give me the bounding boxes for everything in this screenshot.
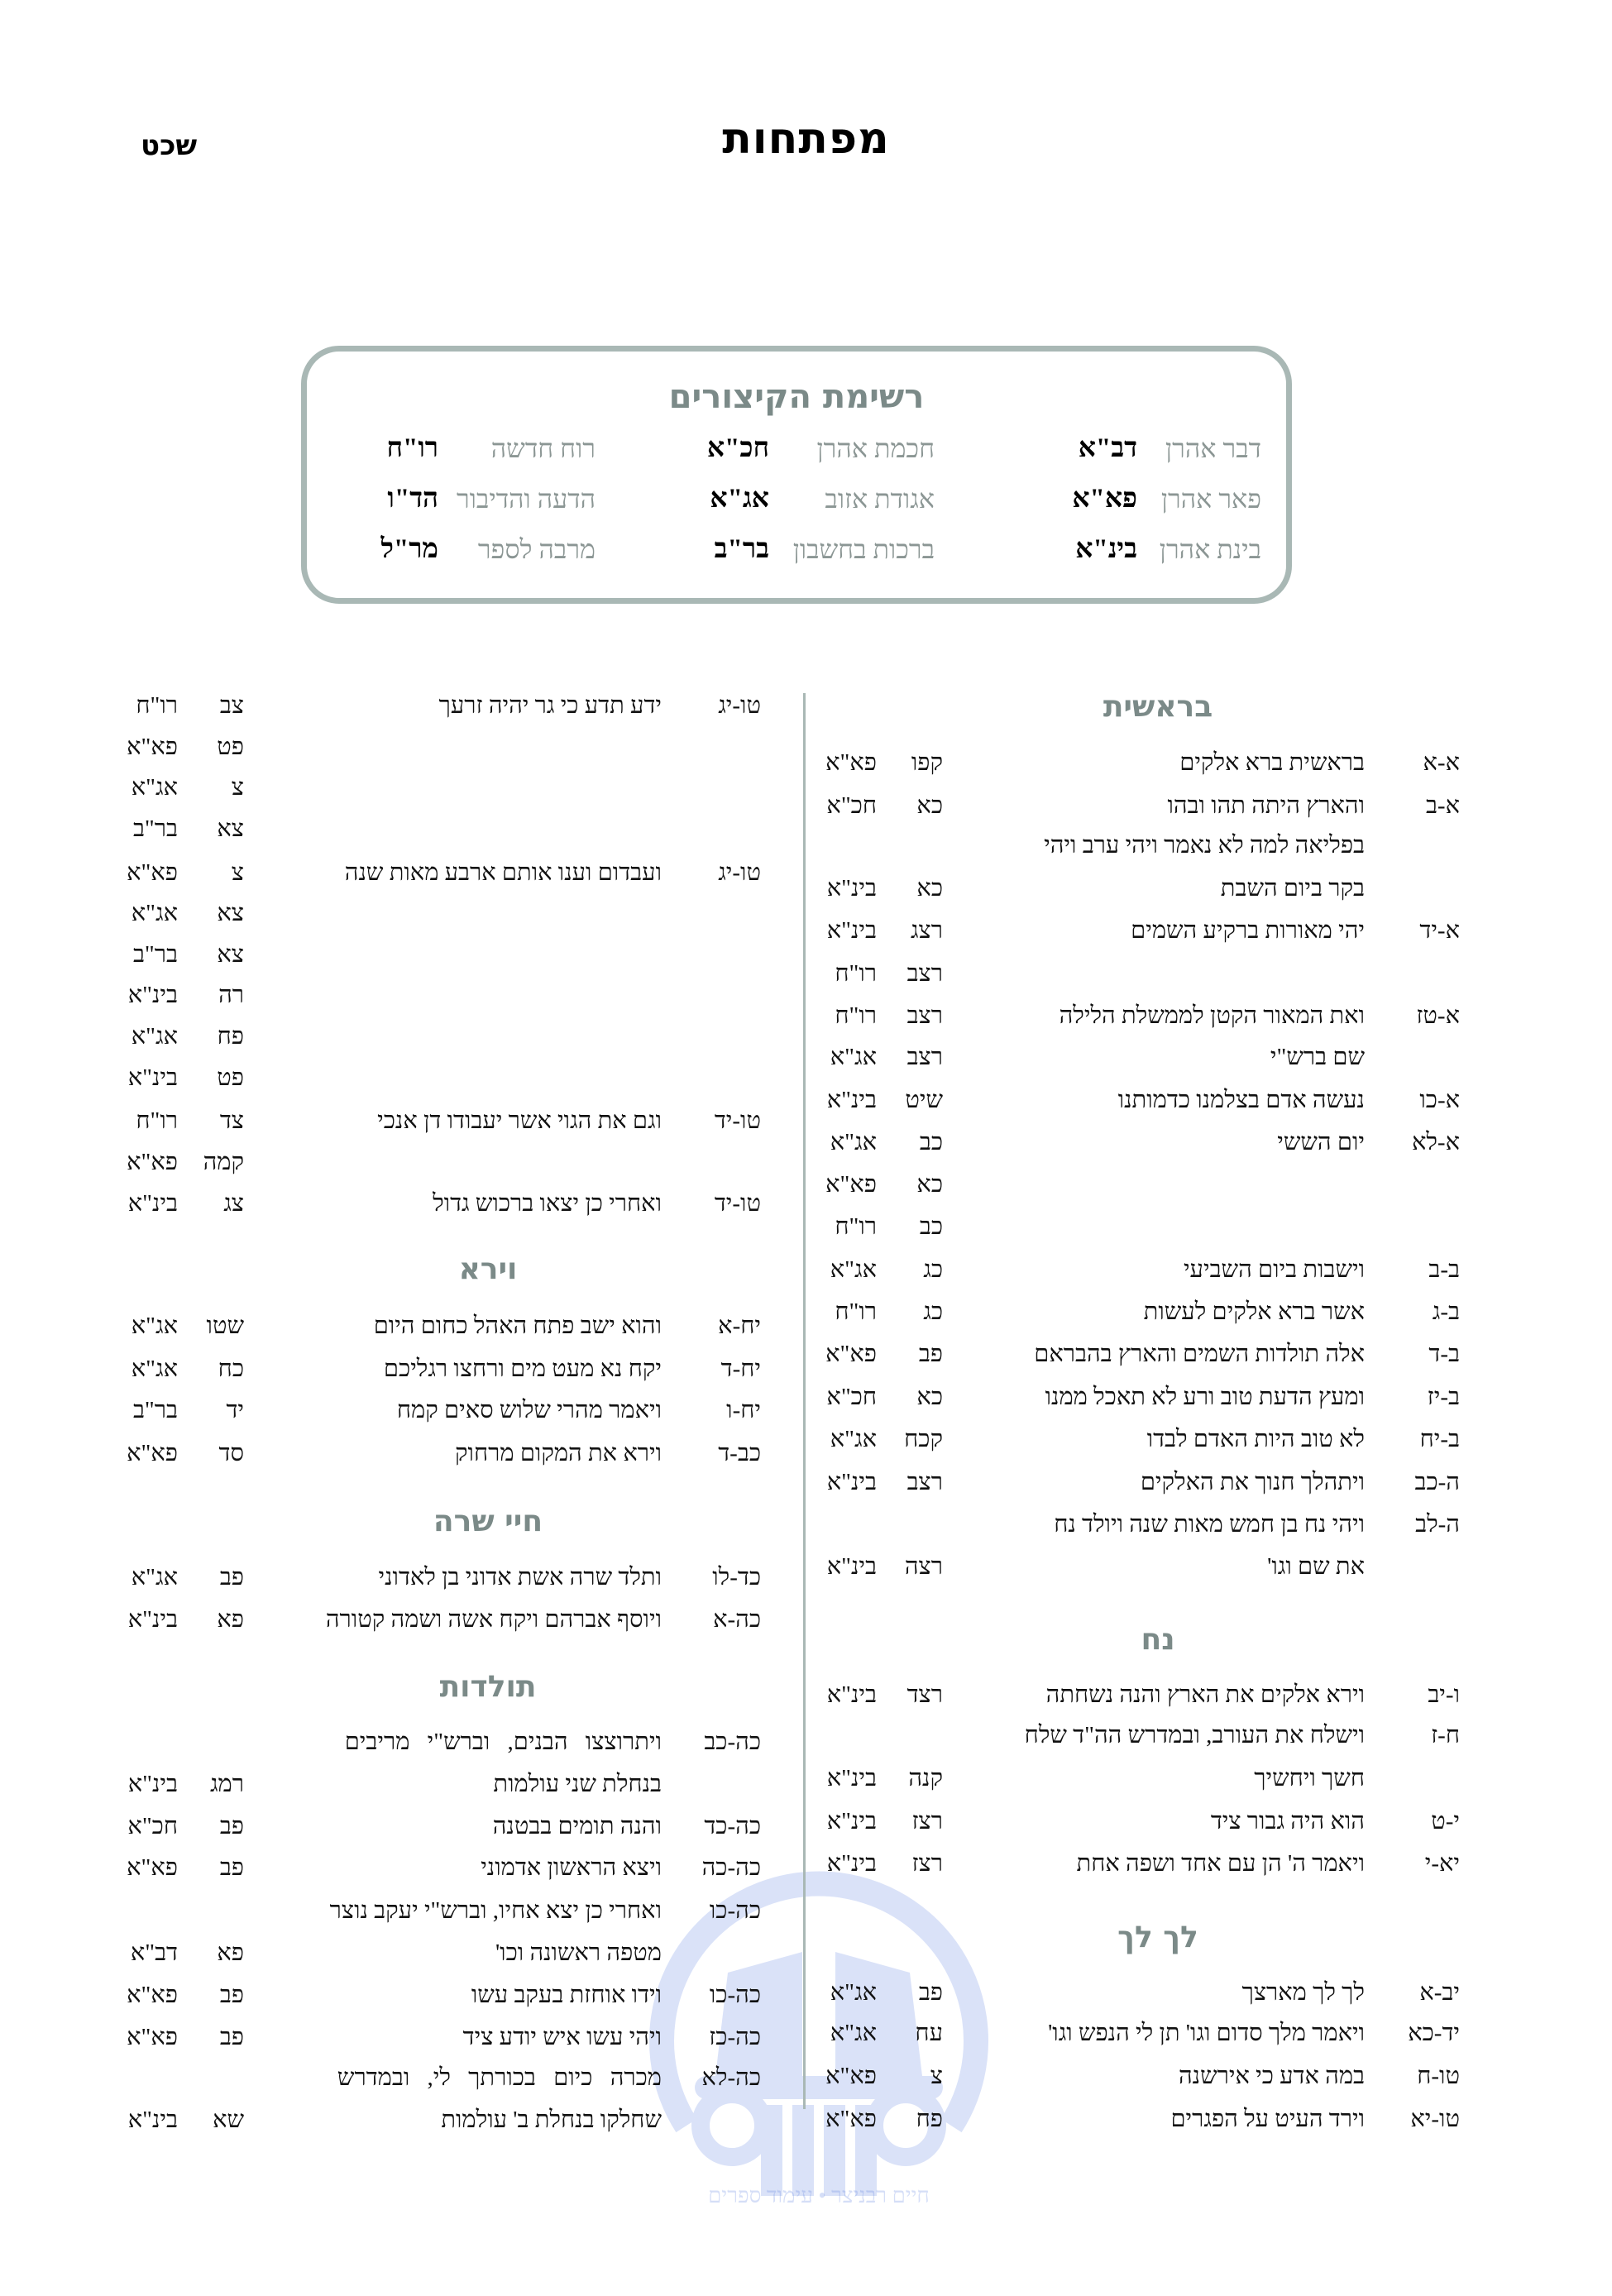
- book-abbr: פא"א: [127, 1982, 178, 2008]
- book-abbr: דב"א: [130, 1940, 178, 1966]
- abbreviation-full: רוח חדשה: [490, 433, 596, 463]
- book-abbr: פא"א: [825, 1171, 877, 1198]
- verse-text: בפליאה למה לא נאמר ויהי ערב ויהי: [1044, 832, 1365, 859]
- page-ref: צא: [217, 941, 244, 968]
- verse-text: אשר ברא אלקים לעשות: [1143, 1299, 1365, 1325]
- page-ref: פב: [918, 1341, 943, 1367]
- verse-ref: א-א: [1423, 749, 1460, 776]
- page-ref: רה: [218, 982, 244, 1008]
- index-row: [811, 1208, 1472, 1245]
- page-ref: רמג: [209, 1771, 244, 1797]
- verse-ref: ב-ד: [1428, 1341, 1460, 1367]
- index-row: [124, 1892, 786, 1929]
- verse-ref: טו-יג: [718, 859, 761, 886]
- book-abbr: רו"ח: [835, 1213, 877, 1240]
- book-abbr: רו"ח: [136, 692, 178, 719]
- verse-text: מכרה כיום בכורתך לי, ובמדרש: [337, 2064, 662, 2091]
- verse-ref: טו-יד: [714, 1107, 761, 1134]
- book-abbr: בר"ב: [132, 941, 178, 968]
- index-row: [124, 1392, 786, 1428]
- verse-text: בנחלת שני עולמות: [493, 1771, 662, 1797]
- verse-text: ויתרוצצו הבנים, וברש"י מריבים: [344, 1729, 662, 1755]
- verse-ref: כב-ד: [718, 1440, 761, 1466]
- index-row: [811, 1760, 1472, 1796]
- page-ref: צא: [217, 816, 244, 842]
- book-abbr: פא"א: [825, 1341, 877, 1367]
- page-ref: שא: [213, 2107, 244, 2133]
- page-number: שכט: [141, 129, 198, 162]
- book-abbr: בינ"א: [826, 1469, 877, 1495]
- book-abbr: רו"ח: [835, 960, 877, 987]
- verse-ref: ב-יז: [1427, 1384, 1460, 1410]
- verse-text: נעשה אדם בצלמנו כדמותנו: [1117, 1087, 1365, 1113]
- abbreviation-full: אגודת אזוב: [825, 484, 935, 514]
- index-row: [811, 827, 1472, 863]
- book-abbr: בר"ב: [132, 816, 178, 842]
- verse-ref: יח-א: [718, 1313, 761, 1339]
- page-ref: סד: [218, 1440, 244, 1466]
- verse-text: ואחרי כן יצאו ברכוש גדול: [433, 1190, 662, 1217]
- verse-ref: יא-י: [1424, 1850, 1460, 1877]
- book-abbr: בינ"א: [826, 1681, 877, 1708]
- index-row: [124, 1144, 786, 1180]
- verse-ref: כה-כד: [704, 1813, 761, 1839]
- index-row: [811, 1974, 1472, 2011]
- book-abbr: אג"א: [131, 1564, 178, 1590]
- verse-text: במה אדע כי אירשנה: [1178, 2063, 1365, 2089]
- abbreviation-code: חכ"א: [706, 433, 769, 463]
- verse-ref: ב-ג: [1432, 1299, 1460, 1325]
- verse-text: ואחרי כן יצא אחיו, וברש"י יעקב נוצר: [329, 1897, 662, 1924]
- verse-text: וידו אוחזת בעקב עשו: [471, 1982, 662, 2008]
- abbreviation-full: ברכות בחשבון: [792, 534, 935, 564]
- book-abbr: אג"א: [131, 900, 178, 926]
- book-abbr: אג"א: [131, 1023, 178, 1050]
- page-ref: כב: [919, 1213, 943, 1240]
- book-abbr: אג"א: [131, 1356, 178, 1382]
- verse-text: והנה תומים בבטנה: [492, 1813, 662, 1839]
- section-header: בראשית: [1103, 690, 1213, 724]
- page-ref: יד: [226, 1397, 244, 1423]
- index-row: [124, 1724, 786, 1760]
- verse-text: ויאמר ה' הן עם אחד ושפה אחת: [1076, 1850, 1365, 1877]
- book-abbr: בינ"א: [826, 1765, 877, 1791]
- index-row: [124, 1849, 786, 1886]
- watermark-text: חיים רבניצר • עימוד ספרים: [708, 2184, 930, 2208]
- index-row: [124, 854, 786, 891]
- verse-ref: טו-יא: [1410, 2106, 1460, 2132]
- book-abbr: בר"ב: [132, 1397, 178, 1423]
- verse-ref: יח-ד: [720, 1356, 761, 1382]
- page-ref: צד: [219, 1107, 244, 1134]
- verse-text: ויאמר מהרי שלוש סאים קמח: [396, 1397, 662, 1423]
- abbreviation-code: פא"א: [1072, 484, 1137, 514]
- verse-ref: א-ב: [1425, 792, 1460, 819]
- page-ref: רצז: [911, 1808, 943, 1834]
- index-row: [124, 1766, 786, 1802]
- page-ref: צ: [231, 774, 244, 801]
- index-row: [811, 997, 1472, 1034]
- verse-text: ואת המאור הקטן לממשלת הלילה: [1059, 1002, 1365, 1029]
- page-ref: פב: [219, 1982, 244, 2008]
- page-ref: עח: [915, 2020, 943, 2046]
- index-row: [124, 687, 786, 724]
- index-row: [811, 1294, 1472, 1330]
- index-row: [811, 1124, 1472, 1160]
- verse-text: ויוסף אברהם ויקח אשה ושמה קטורה: [325, 1606, 662, 1633]
- book-abbr: חכ"א: [127, 1813, 178, 1839]
- verse-text: ידע תדע כי גר יהיה זרעך: [438, 692, 662, 719]
- page-title: מפתחות: [722, 114, 890, 164]
- book-abbr: בינ"א: [127, 982, 178, 1008]
- index-row: [811, 1677, 1472, 1713]
- book-abbr: בינ"א: [826, 1553, 877, 1580]
- page-ref: כא: [916, 875, 943, 902]
- page-ref: רצב: [906, 960, 943, 987]
- verse-text: מטפה ראשונה וכו': [495, 1940, 662, 1966]
- index-row: [124, 1308, 786, 1344]
- page-ref: רצב: [906, 1469, 943, 1495]
- index-row: [811, 1251, 1472, 1288]
- page-ref: קמה: [203, 1149, 244, 1175]
- abbreviation-full: מרבה לספר: [477, 534, 596, 564]
- index-row: [124, 1351, 786, 1387]
- book-abbr: פא"א: [127, 734, 178, 760]
- verse-ref: ו-יב: [1428, 1681, 1460, 1708]
- page-ref: פב: [219, 1813, 244, 1839]
- page-ref: פט: [217, 1064, 244, 1091]
- page-ref: צא: [217, 900, 244, 926]
- page-ref: רצד: [906, 1681, 943, 1708]
- page-ref: פט: [217, 734, 244, 760]
- book-abbr: בינ"א: [826, 917, 877, 944]
- book-abbr: פא"א: [825, 2106, 877, 2132]
- section-header: וירא: [458, 1252, 518, 1286]
- verse-text: וירד העיט על הפגרים: [1170, 2106, 1365, 2132]
- book-abbr: בינ"א: [127, 1771, 178, 1797]
- verse-text: יהי מאורות ברקיע השמים: [1131, 917, 1365, 944]
- page-ref: שטו: [206, 1313, 244, 1339]
- index-row: [811, 912, 1472, 949]
- book-abbr: אג"א: [131, 1313, 178, 1339]
- abbreviation-code: בינ"א: [1075, 534, 1137, 564]
- page-ref: פב: [918, 1979, 943, 2006]
- verse-text: והארץ היתה תהו ובהו: [1167, 792, 1365, 819]
- verse-text: יקח נא מעט מים ורחצו רגליכם: [383, 1356, 662, 1382]
- index-row: [811, 2015, 1472, 2051]
- verse-ref: כה-לא: [701, 2064, 761, 2091]
- book-abbr: פא"א: [825, 2063, 877, 2089]
- verse-text: בראשית ברא אלקים: [1179, 749, 1365, 776]
- verse-text: יום הששי: [1277, 1129, 1365, 1155]
- verse-ref: טו-יג: [718, 692, 761, 719]
- verse-text: לא טוב היות האדם לבדו: [1146, 1426, 1365, 1452]
- verse-ref: כה-כה: [701, 1854, 761, 1881]
- index-row: [124, 1185, 786, 1222]
- section-header: נח: [1141, 1623, 1175, 1657]
- page-ref: רצב: [906, 1044, 943, 1070]
- page-ref: קכח: [904, 1426, 943, 1452]
- book-abbr: רו"ח: [835, 1002, 877, 1029]
- index-row: [124, 2019, 786, 2055]
- index-row: [124, 895, 786, 931]
- book-abbr: פא"א: [127, 1149, 178, 1175]
- index-row: [811, 1464, 1472, 1500]
- index-row: [124, 1559, 786, 1595]
- book-abbr: פא"א: [825, 749, 877, 776]
- page-ref: כג: [923, 1256, 943, 1283]
- index-row: [124, 769, 786, 806]
- verse-ref: א-טז: [1416, 1002, 1460, 1029]
- index-row: [124, 1808, 786, 1844]
- abbreviation-code: רו"ח: [386, 433, 438, 463]
- index-row: [811, 1166, 1472, 1203]
- page-ref: שיט: [905, 1087, 943, 1113]
- abbreviation-full: הדעה והדיבור: [456, 484, 596, 514]
- book-abbr: אג"א: [830, 1426, 877, 1452]
- index-row: [124, 1977, 786, 2013]
- verse-ref: ה-כב: [1414, 1469, 1460, 1495]
- verse-ref: א-כו: [1419, 1087, 1460, 1113]
- book-abbr: פא"א: [127, 859, 178, 886]
- verse-text: ויהי עשו איש יודע ציד: [462, 2024, 662, 2050]
- verse-text: וישלח את העורב, ובמדרש הה"ד שלח: [1024, 1722, 1365, 1748]
- book-abbr: פא"א: [127, 1440, 178, 1466]
- verse-text: וירא אלקים את הארץ והנה נשחתה: [1045, 1681, 1365, 1708]
- verse-text: ויצא הראשון אדמוני: [481, 1854, 662, 1881]
- abbreviation-code: דב"א: [1078, 433, 1137, 463]
- verse-ref: כד-לו: [712, 1564, 761, 1590]
- page-ref: צב: [219, 692, 244, 719]
- book-abbr: אג"א: [830, 1979, 877, 2006]
- book-abbr: אג"א: [131, 774, 178, 801]
- index-row: [124, 729, 786, 765]
- page-ref: רצז: [911, 1850, 943, 1877]
- verse-ref: ח-ז: [1431, 1722, 1460, 1748]
- book-abbr: אג"א: [830, 1044, 877, 1070]
- index-row: [811, 1845, 1472, 1882]
- verse-text: וירא את המקום מרחוק: [455, 1440, 662, 1466]
- book-abbr: אג"א: [830, 2020, 877, 2046]
- verse-text: לך לך מארצך: [1241, 1979, 1365, 2006]
- verse-ref: א-לא: [1411, 1129, 1460, 1155]
- index-row: [124, 1601, 786, 1638]
- index-row: [124, 936, 786, 973]
- verse-text: הוא היה גבור ציד: [1210, 1808, 1365, 1834]
- book-abbr: בינ"א: [127, 1606, 178, 1633]
- abbreviation-code: אג"א: [710, 484, 769, 514]
- page-ref: פב: [219, 1564, 244, 1590]
- book-abbr: בינ"א: [127, 2107, 178, 2133]
- verse-text: ויאמר מלך סדום וגו' תן לי הנפש וגו': [1048, 2020, 1365, 2046]
- page-ref: רצג: [910, 917, 943, 944]
- index-row: [124, 977, 786, 1013]
- index-column-right: [811, 0, 1472, 2296]
- page-ref: כא: [916, 1384, 943, 1410]
- index-row: [811, 2101, 1472, 2137]
- index-row: [811, 955, 1472, 992]
- page-ref: פב: [219, 2024, 244, 2050]
- abbreviation-full: דבר אהרן: [1165, 433, 1261, 463]
- verse-text: וגם את הגוי אשר יעבודו דן אנכי: [377, 1107, 662, 1134]
- column-divider: [803, 693, 806, 2109]
- book-abbr: אג"א: [830, 1129, 877, 1155]
- page-ref: כג: [923, 1299, 943, 1325]
- verse-text: והוא ישב פתח האהל כחום היום: [373, 1313, 662, 1339]
- book-abbr: רו"ח: [835, 1299, 877, 1325]
- verse-ref: י-ט: [1431, 1808, 1460, 1834]
- book-abbr: רו"ח: [136, 1107, 178, 1134]
- abbreviation-full: פאר אהרן: [1160, 484, 1261, 514]
- verse-ref: יח-ו: [726, 1397, 761, 1423]
- page-ref: רצב: [906, 1002, 943, 1029]
- verse-text: ויתהלך חנוך את האלקים: [1140, 1469, 1365, 1495]
- verse-ref: כה-כב: [704, 1729, 761, 1755]
- verse-ref: כה-כז: [709, 2024, 761, 2050]
- index-row: [811, 1336, 1472, 1372]
- page-ref: פא: [217, 1940, 244, 1966]
- book-abbr: בינ"א: [826, 1850, 877, 1877]
- abbreviations-title: רשימת הקיצורים: [668, 378, 925, 416]
- verse-ref: כה-א: [713, 1606, 761, 1633]
- index-row: [811, 1379, 1472, 1415]
- index-row: [811, 1717, 1472, 1753]
- page-ref: צג: [223, 1190, 244, 1217]
- verse-text: שם ברש"י: [1270, 1044, 1365, 1070]
- verse-ref: טו-יד: [714, 1190, 761, 1217]
- abbreviation-code: מר"ל: [380, 534, 438, 564]
- abbreviation-code: בר"ב: [714, 534, 769, 564]
- index-column-left: [124, 0, 786, 2296]
- page-ref: רצה: [904, 1553, 943, 1580]
- abbreviation-full: חכמת אהרן: [816, 433, 935, 463]
- index-row: [811, 870, 1472, 906]
- page-ref: כב: [919, 1129, 943, 1155]
- page-ref: פא: [217, 1606, 244, 1633]
- book-abbr: בינ"א: [826, 875, 877, 902]
- index-row: [811, 2058, 1472, 2094]
- verse-ref: א-יד: [1419, 917, 1460, 944]
- index-row: [124, 2059, 786, 2096]
- page-ref: צ: [231, 859, 244, 886]
- index-row: [811, 1803, 1472, 1839]
- index-row: [124, 811, 786, 847]
- page-ref: פח: [217, 1023, 244, 1050]
- page-ref: קפו: [911, 749, 943, 776]
- verse-text: את שם וגו': [1267, 1553, 1365, 1580]
- book-abbr: פא"א: [127, 2024, 178, 2050]
- verse-ref: יב-א: [1419, 1979, 1460, 2006]
- book-abbr: בינ"א: [826, 1087, 877, 1113]
- verse-text: בקר ביום השבת: [1220, 875, 1365, 902]
- index-row: [811, 1039, 1472, 1075]
- book-abbr: בינ"א: [127, 1064, 178, 1091]
- book-abbr: אג"א: [830, 1256, 877, 1283]
- verse-ref: יד-כא: [1408, 2020, 1460, 2046]
- verse-text: אלה תולדות השמים והארץ בהבראם: [1034, 1341, 1365, 1367]
- verse-text: חשך ויחשיך: [1254, 1765, 1365, 1791]
- index-row: [811, 787, 1472, 824]
- verse-ref: כה-כו: [709, 1897, 761, 1924]
- index-row: [811, 1082, 1472, 1118]
- section-header: לך לך: [1117, 1921, 1198, 1954]
- book-abbr: חכ"א: [826, 1384, 877, 1410]
- section-header: תולדות: [439, 1670, 537, 1704]
- abbreviation-code: הד"ו: [387, 484, 438, 514]
- page-ref: כא: [916, 1171, 943, 1198]
- index-row: [124, 2102, 786, 2138]
- book-abbr: פא"א: [127, 1854, 178, 1881]
- verse-ref: טו-ח: [1417, 2063, 1460, 2089]
- verse-text: וישבות ביום השביעי: [1183, 1256, 1365, 1283]
- abbreviation-full: בינת אהרן: [1159, 534, 1261, 564]
- index-row: [124, 1103, 786, 1139]
- verse-ref: ב-ב: [1428, 1256, 1460, 1283]
- verse-text: ויהי נח בן חמש מאות שנה ויולד נח: [1054, 1511, 1365, 1538]
- page-ref: כח: [218, 1356, 244, 1382]
- verse-text: ועבדום וענו אותם ארבע מאות שנה: [344, 859, 662, 886]
- index-row: [811, 1506, 1472, 1543]
- verse-ref: ב-יח: [1419, 1426, 1460, 1452]
- index-row: [811, 1548, 1472, 1585]
- page-ref: פב: [219, 1854, 244, 1881]
- verse-ref: ה-לב: [1415, 1511, 1460, 1538]
- page-ref: קנה: [908, 1765, 943, 1791]
- book-abbr: חכ"א: [826, 792, 877, 819]
- index-row: [124, 1018, 786, 1055]
- verse-ref: כה-כו: [709, 1982, 761, 2008]
- index-row: [124, 1060, 786, 1096]
- verse-text: ותלד שרה אשת אדוני בן לאדוני: [378, 1564, 662, 1590]
- index-row: [124, 1435, 786, 1471]
- index-row: [124, 1935, 786, 1971]
- index-row: [811, 1421, 1472, 1457]
- page-ref: כא: [916, 792, 943, 819]
- verse-text: שחלקו בנחלת ב' עולמות: [441, 2107, 662, 2133]
- book-abbr: בינ"א: [826, 1808, 877, 1834]
- page-ref: פח: [916, 2106, 943, 2132]
- verse-text: ומעץ הדעת טוב ורע לא תאכל ממנו: [1045, 1384, 1365, 1410]
- section-header: חיי שרה: [433, 1504, 543, 1538]
- book-abbr: בינ"א: [127, 1190, 178, 1217]
- index-row: [811, 744, 1472, 781]
- page-ref: צ: [930, 2063, 943, 2089]
